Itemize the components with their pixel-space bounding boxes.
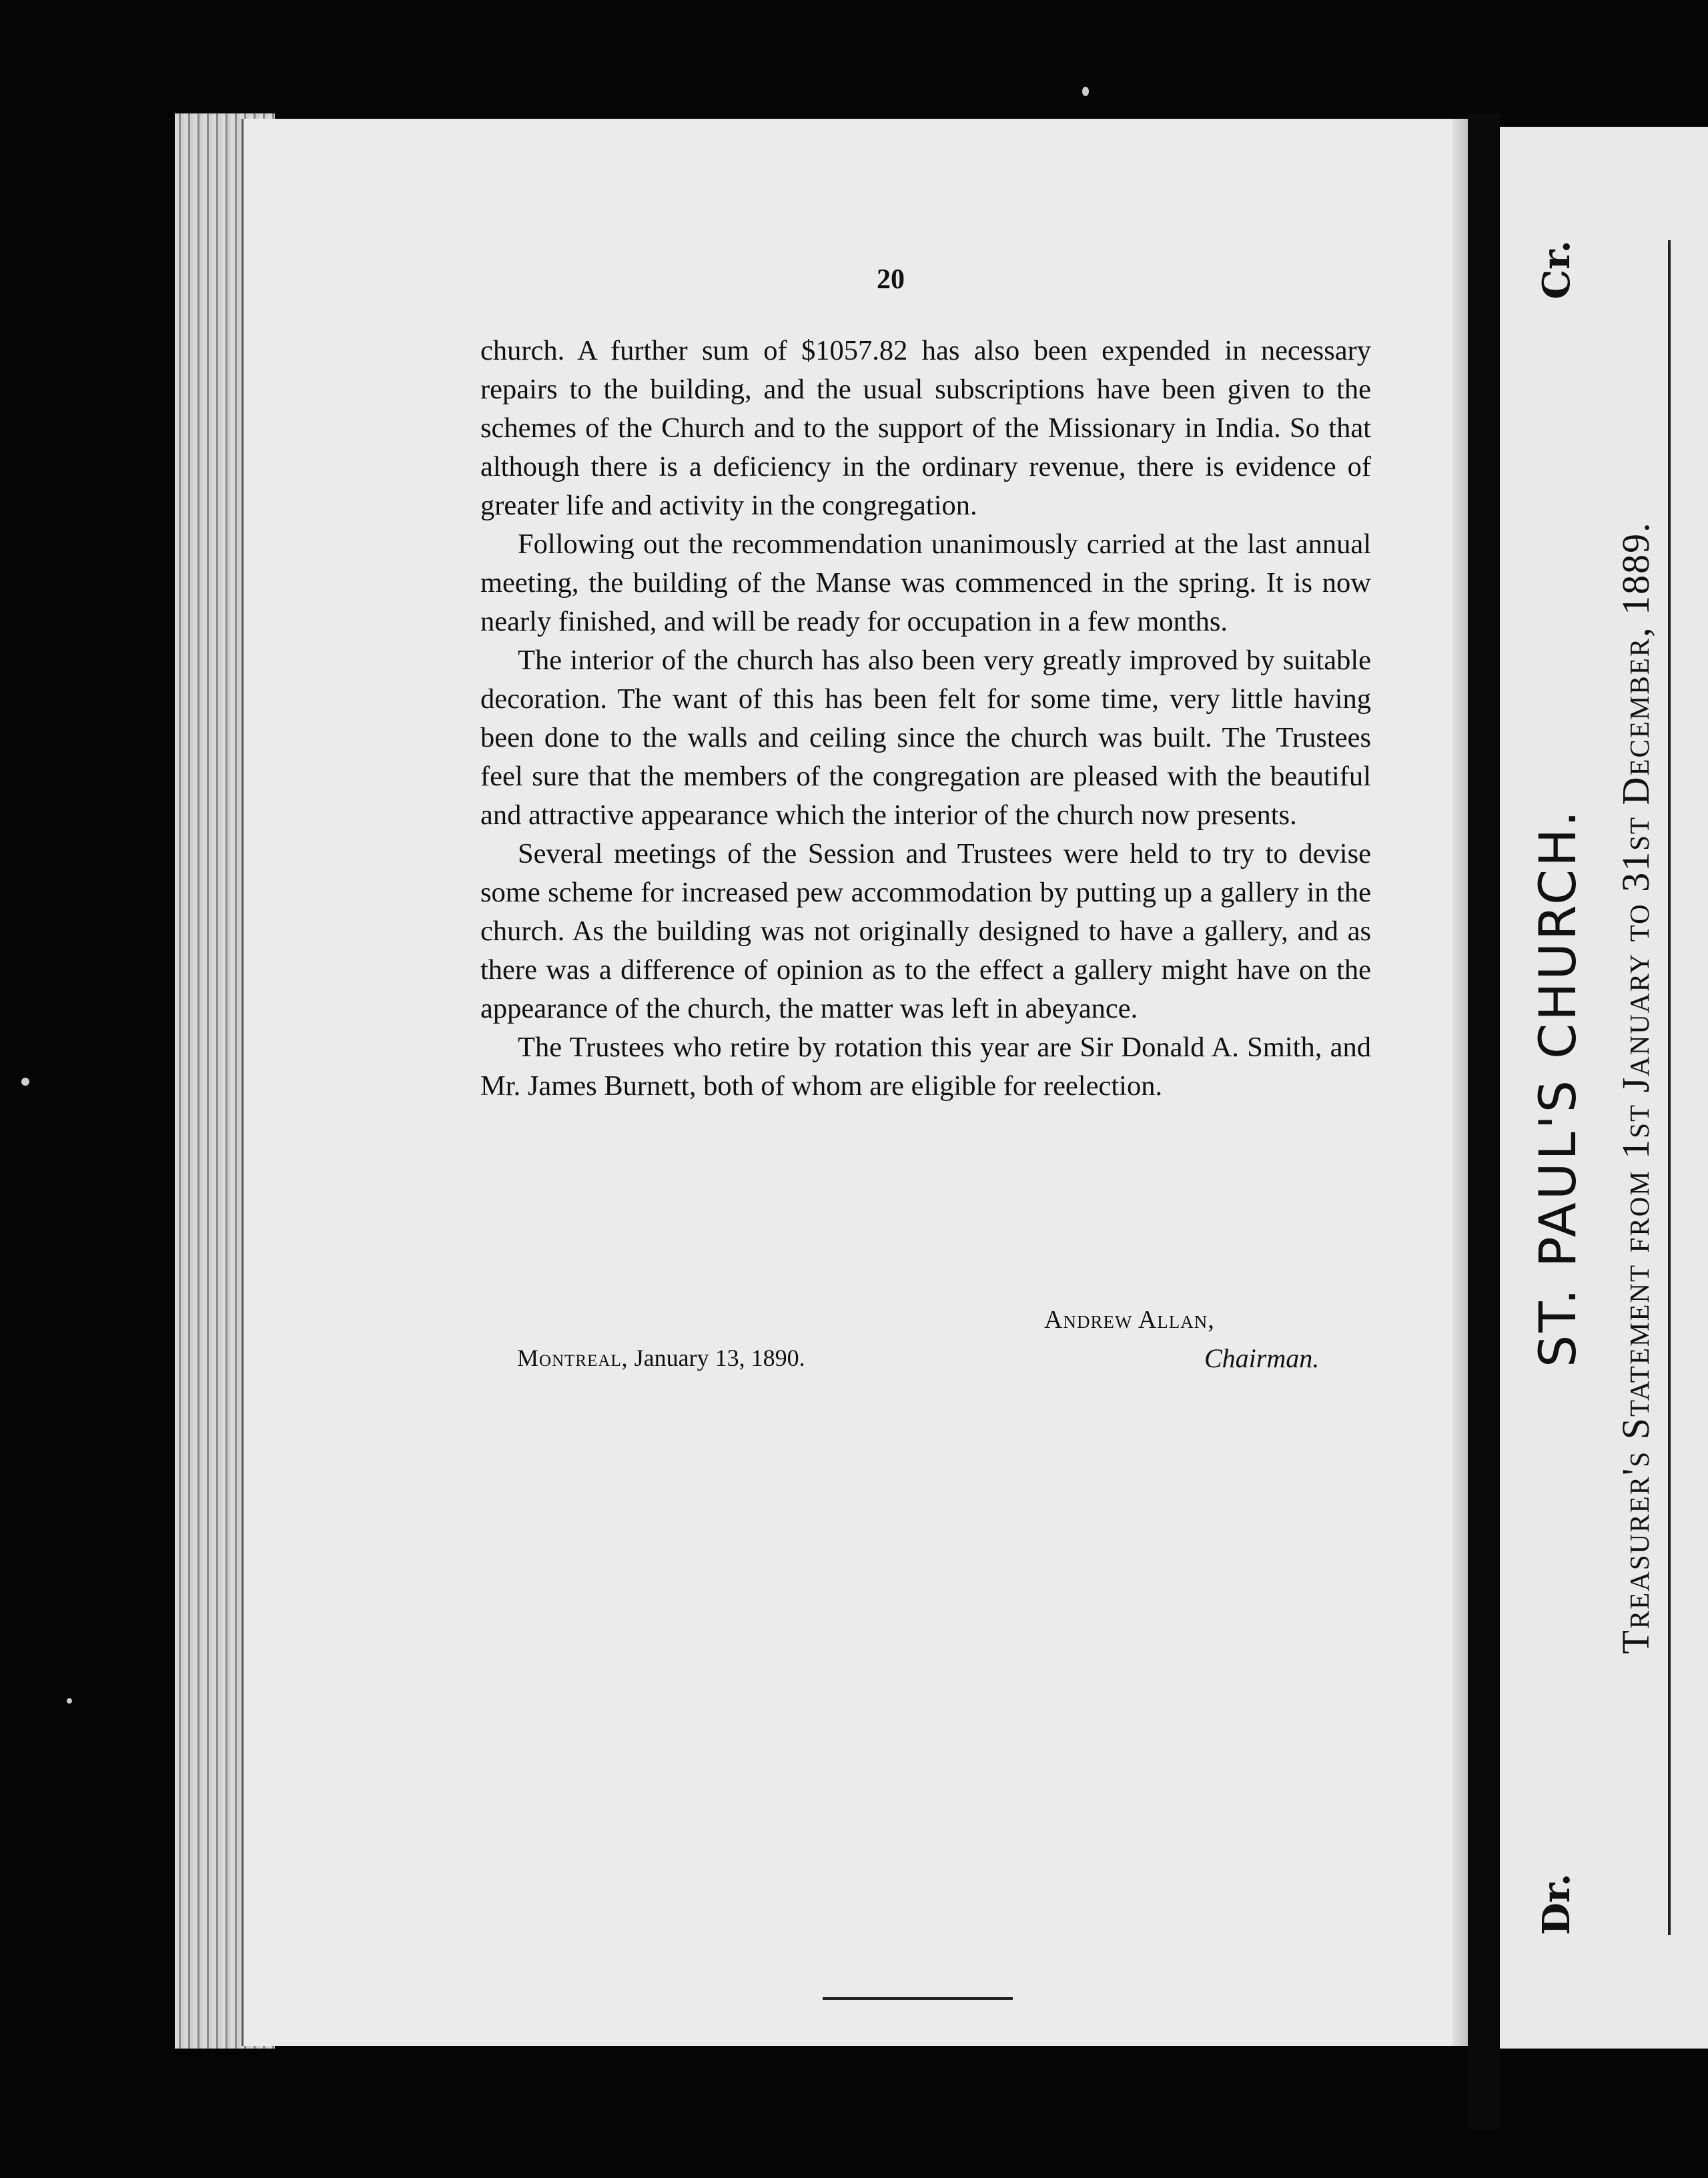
- debit-mark: Dr.: [1535, 1873, 1579, 1935]
- scan-speck: [1082, 87, 1089, 96]
- statement-subtitle: Treasurer's Statement from 1st January to 31st December, 1889.: [1614, 521, 1657, 1654]
- place-and-date: [517, 1344, 805, 1372]
- closing-rule: [823, 1997, 1013, 2000]
- report-body: [480, 332, 1371, 1106]
- page-number: 20: [877, 264, 905, 295]
- scan-speck: [67, 1698, 72, 1704]
- right-page-heading: [1528, 240, 1681, 1935]
- heading-rule: [1668, 240, 1671, 1935]
- paragraph-3: The interior of the church has also been very greatly improved by suitable decoration. The want of this has been felt for some time, very little having been done to the walls and ceiling since the church was built. The Trustees feel sure that the members of the congregation are pleased with the beautiful and attractive appearance which the interior of the church now presents.: [480, 645, 1371, 831]
- date: January 13, 1890.: [634, 1345, 805, 1371]
- scan-speck: [21, 1078, 29, 1086]
- paragraph-4: Several meetings of the Session and Trustees were held to try to devise some scheme for increased pew accommodation by putting up a gallery in the church. As the building was not originally designed to have a gallery, and as there was a difference of opinion as to the effect a gallery might have on the appearance of the church, the matter was left in abeyance.: [480, 838, 1371, 1024]
- book-spine: [1468, 113, 1500, 2129]
- signature-role: Chairman.: [1204, 1343, 1320, 1373]
- place: Montreal,: [517, 1345, 628, 1371]
- church-title: ST. PAUL'S CHURCH.: [1528, 807, 1587, 1368]
- credit-mark: Cr.: [1535, 240, 1579, 300]
- paragraph-1: church. A further sum of $1057.82 has also been expended in necessary repairs to the building, and the usual subscriptions have been given to the schemes of the Church and to the support of the Missionary in India. So that although there is a deficiency in the ordinary revenue, there is evidence of greater life and activity in the congregation.: [480, 335, 1371, 521]
- paragraph-5: The Trustees who retire by rotation this year are Sir Donald A. Smith, and Mr. James Burnett, both of whom are eligible for reelection.: [480, 1032, 1371, 1102]
- signature-name: Andrew Allan,: [1044, 1306, 1215, 1334]
- paragraph-2: Following out the recommendation unanimously carried at the last annual meeting, the building of the Manse was commenced in the spring. It is now nearly finished, and will be ready for occupation in a few months.: [480, 528, 1371, 637]
